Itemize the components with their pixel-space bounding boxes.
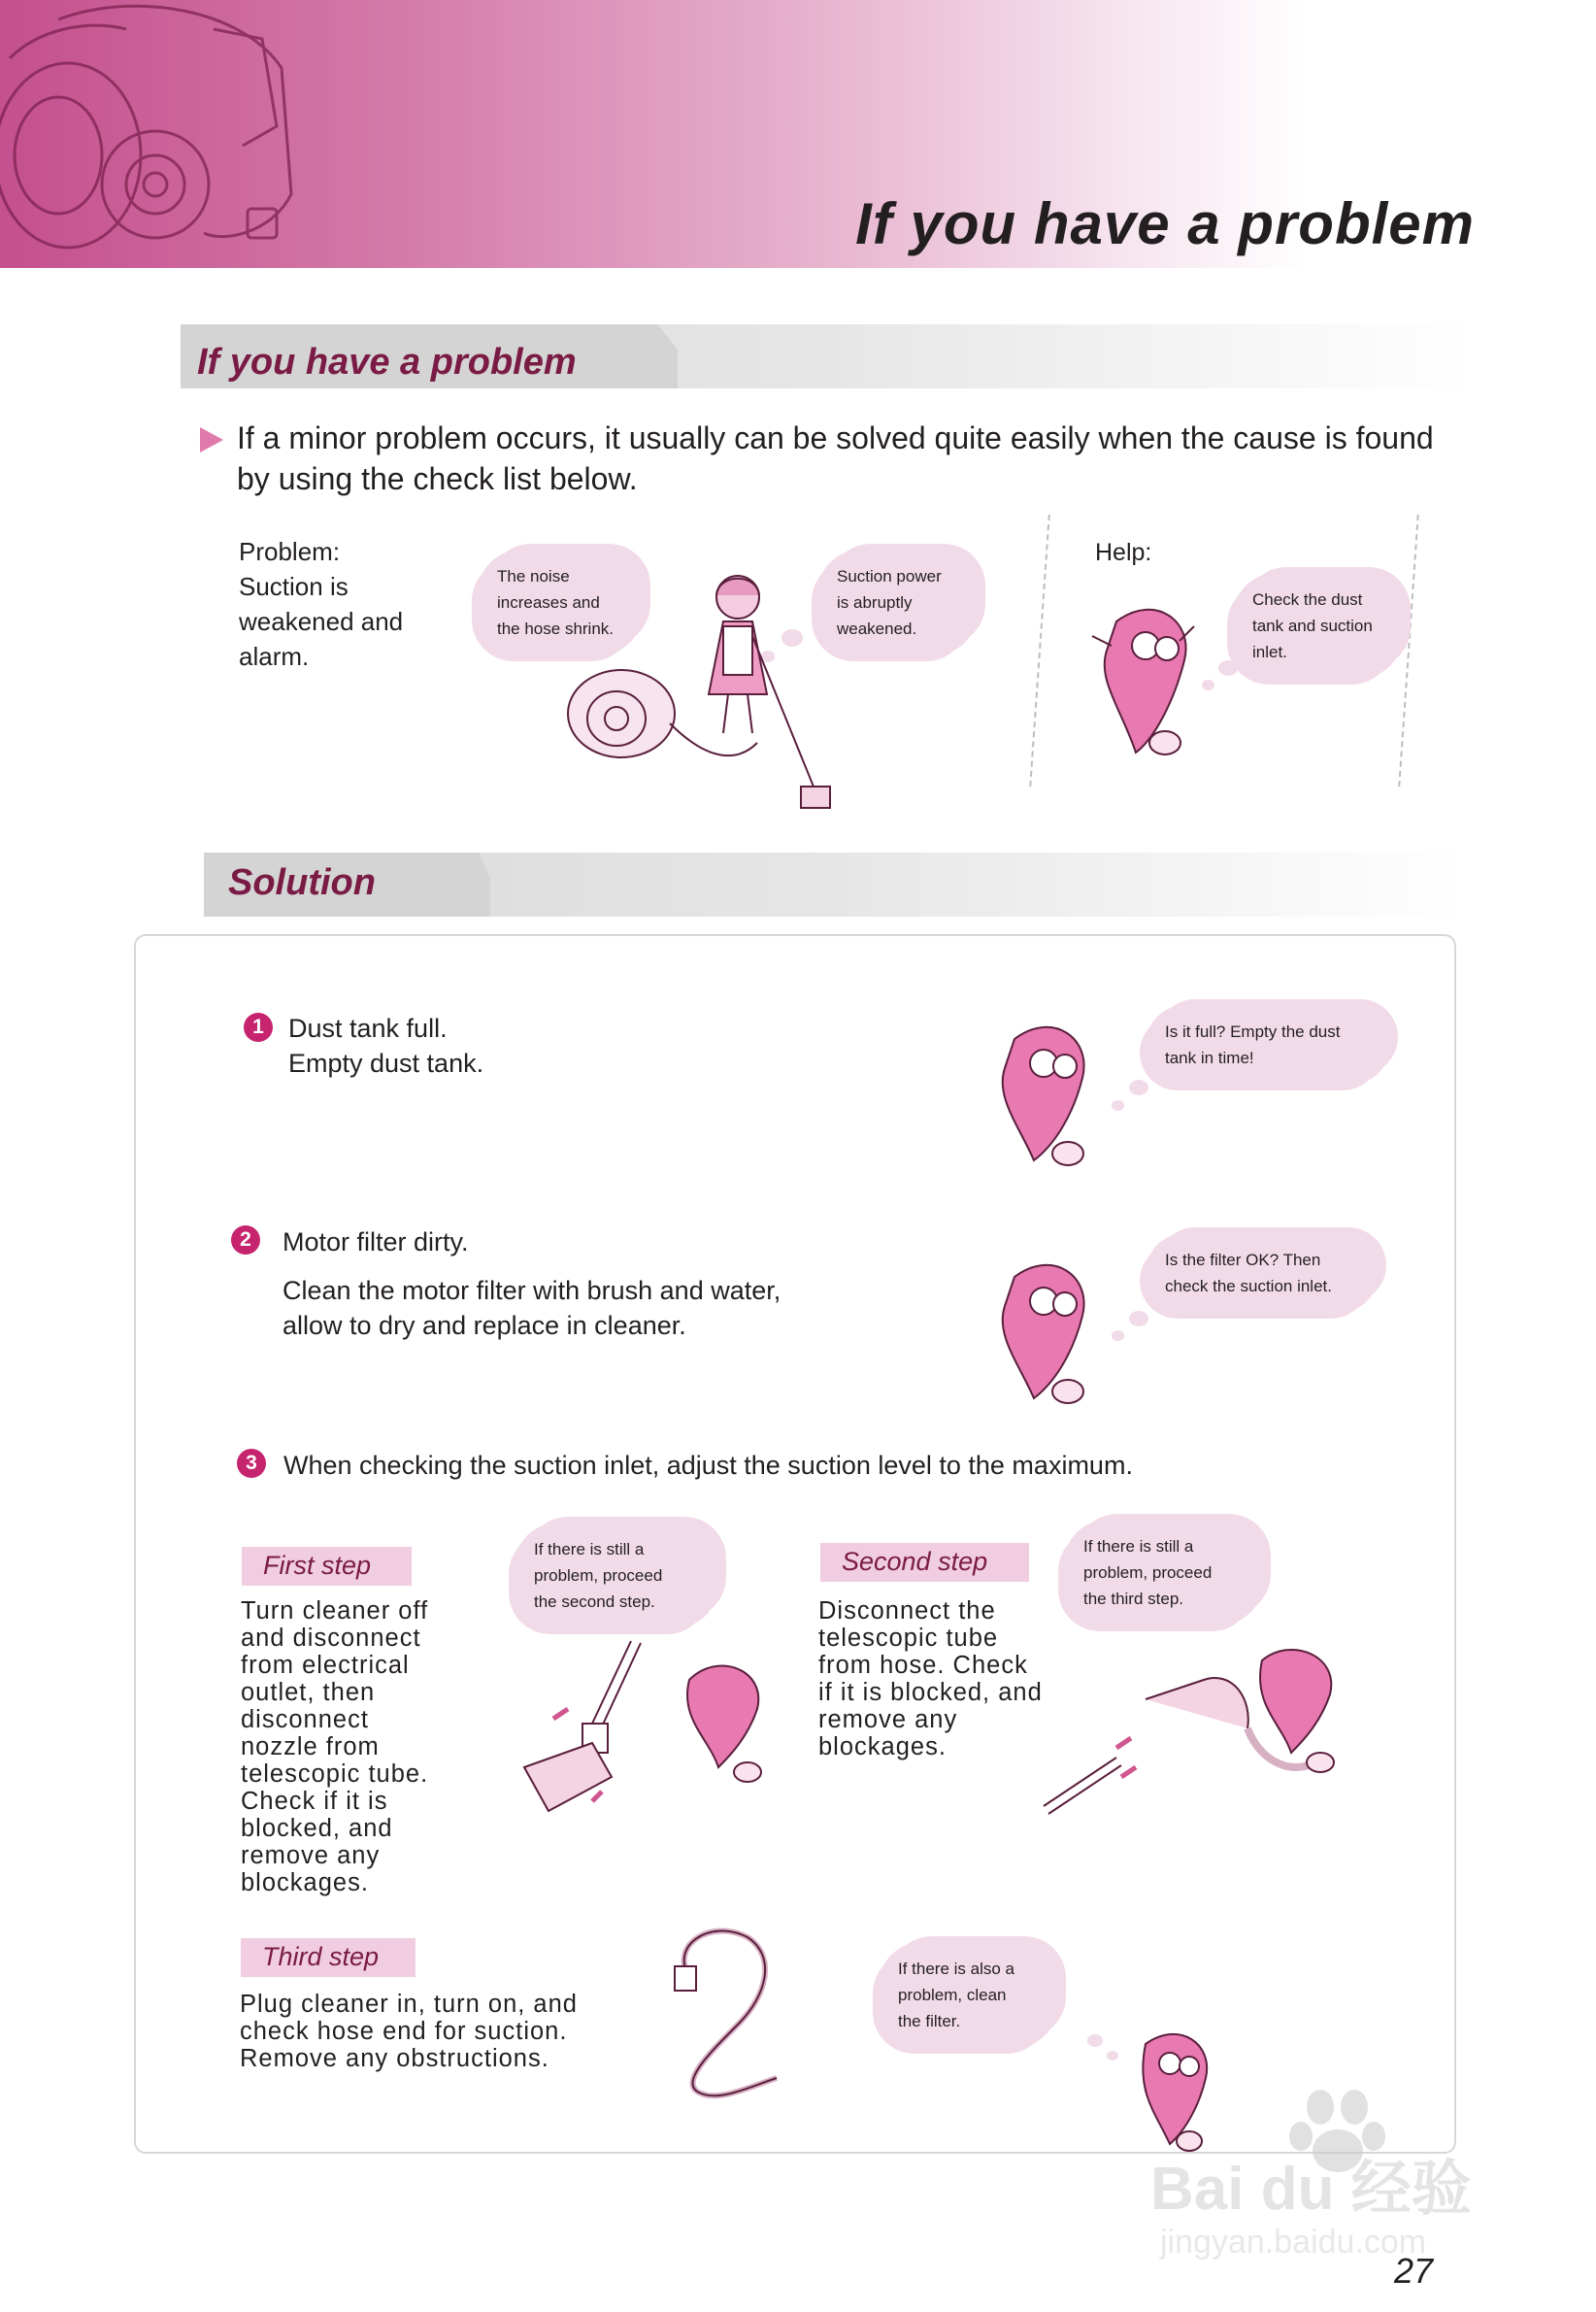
vacuum-cleaner-illustration: [0, 0, 320, 268]
solution-item-1: [288, 1011, 483, 1081]
page-number: 27: [1394, 2251, 1434, 2291]
solution-line: Motor filter dirty.: [283, 1227, 469, 1257]
step-number-badge: 1: [244, 1013, 273, 1042]
bubble-dot: [1218, 660, 1238, 676]
third-step-badge: Third step: [241, 1938, 416, 1977]
bubble-dot: [1087, 2034, 1103, 2047]
bubble-line: The noise: [497, 567, 570, 586]
thought-bubble-filter: [1146, 1233, 1379, 1313]
bubble-line: weakened.: [837, 620, 917, 638]
thought-bubble-third-step: [879, 1942, 1058, 2048]
woman-vacuuming-illustration: [563, 568, 845, 830]
mascot-character-illustration: [976, 1010, 1112, 1175]
problem-line: Suction is: [239, 572, 349, 601]
instruction-line: telescopic tube: [818, 1625, 999, 1652]
bubble-line: is abruptly: [837, 593, 913, 612]
bubble-dot: [1112, 1330, 1124, 1341]
bubble-line: Is the filter OK? Then: [1165, 1251, 1321, 1269]
bubble-line: tank and suction: [1252, 617, 1373, 635]
solution-item-3: When checking the suction inlet, adjust the suction level to the maximum.: [283, 1451, 1133, 1480]
instruction-line: disconnect: [241, 1706, 369, 1733]
bubble-line: problem, proceed: [534, 1566, 663, 1585]
nozzle-tube-illustration: [485, 1631, 796, 1826]
bullet-arrow-icon: [200, 427, 223, 452]
solution-line: Clean the motor filter with brush and water,: [283, 1276, 781, 1305]
instruction-line: blockages.: [818, 1733, 947, 1760]
section-title-solution: Solution: [228, 862, 376, 903]
step-number-badge: 3: [237, 1449, 266, 1478]
instruction-line: Disconnect the: [818, 1597, 996, 1625]
bubble-line: Suction power: [837, 567, 942, 586]
first-step-instructions: [241, 1597, 464, 1896]
instruction-line: check hose end for suction.: [240, 2018, 568, 2045]
problem-label: Problem:: [239, 537, 341, 566]
dashed-divider: [1029, 515, 1050, 787]
section-title-problem: If you have a problem: [197, 342, 577, 383]
bubble-line: If there is also a: [898, 1960, 1015, 1978]
bubble-line: problem, proceed: [1083, 1563, 1213, 1582]
help-label: Help:: [1095, 539, 1152, 566]
hose-illustration: [660, 1918, 796, 2112]
problem-line: alarm.: [239, 642, 310, 671]
mascot-character-illustration: [1078, 592, 1214, 767]
bubble-line: the third step.: [1083, 1590, 1184, 1608]
thought-bubble-second-step: [1064, 1520, 1263, 1625]
problem-line: weakened and: [239, 607, 404, 636]
page-header-title: If you have a problem: [855, 191, 1475, 256]
bubble-line: check the suction inlet.: [1165, 1277, 1332, 1295]
problem-description: [239, 534, 491, 674]
thought-bubble-dust: [1146, 1005, 1390, 1085]
mascot-character-illustration: [976, 1248, 1112, 1413]
hose-tube-illustration: [1039, 1641, 1408, 1816]
instruction-line: and disconnect: [241, 1625, 421, 1652]
solution-item-2: [283, 1224, 781, 1343]
instruction-line: Turn cleaner off: [241, 1597, 429, 1625]
bubble-line: increases and: [497, 593, 600, 612]
bubble-line: Check the dust: [1252, 590, 1363, 609]
solution-line: allow to dry and replace in cleaner.: [283, 1311, 686, 1340]
solution-line: Dust tank full.: [288, 1014, 448, 1043]
first-step-badge: First step: [242, 1547, 412, 1586]
instruction-line: Check if it is: [241, 1788, 388, 1815]
bubble-dot: [1129, 1311, 1148, 1326]
svg-text:Bai du 经验: Bai du 经验: [1150, 2156, 1472, 2223]
second-step-badge: Second step: [820, 1543, 1029, 1582]
solution-line: Empty dust tank.: [288, 1049, 484, 1078]
third-step-instructions: [240, 1991, 648, 2072]
bubble-line: If there is still a: [1083, 1537, 1194, 1556]
svg-text:jingyan.baidu.com: jingyan.baidu.com: [1160, 2224, 1427, 2261]
instruction-line: nozzle from: [241, 1733, 380, 1760]
bubble-line: If there is still a: [534, 1540, 645, 1558]
instruction-line: remove any: [241, 1842, 381, 1869]
intro-paragraph: If a minor problem occurs, it usually can be solved quite easily when the cause is found by using the check list below.: [237, 420, 1434, 496]
bubble-dot: [1112, 1100, 1124, 1111]
instruction-line: from electrical: [241, 1652, 410, 1679]
instruction-line: remove any: [818, 1706, 958, 1733]
bubble-line: inlet.: [1252, 643, 1287, 661]
instruction-line: from hose. Check: [818, 1652, 1028, 1679]
bubble-line: problem, clean: [898, 1986, 1007, 2004]
instruction-line: blocked, and: [241, 1815, 393, 1842]
bubble-line: tank in time!: [1165, 1049, 1254, 1067]
step-number-badge: 2: [231, 1225, 260, 1255]
dashed-divider: [1398, 515, 1419, 787]
baidu-watermark-logo: [1136, 2088, 1524, 2262]
bubble-line: Is it full? Empty the dust: [1165, 1022, 1341, 1041]
thought-bubble-help: [1233, 573, 1403, 679]
instruction-line: outlet, then: [241, 1679, 376, 1706]
thought-bubble-first-step: [515, 1523, 718, 1628]
instruction-line: Plug cleaner in, turn on, and: [240, 1991, 578, 2018]
instruction-line: telescopic tube.: [241, 1760, 429, 1788]
instruction-line: Remove any obstructions.: [240, 2045, 549, 2072]
bubble-line: the second step.: [534, 1592, 655, 1611]
instruction-line: blockages.: [241, 1869, 369, 1896]
bubble-line: the filter.: [898, 2012, 961, 2030]
instruction-line: if it is blocked, and: [818, 1679, 1043, 1706]
bubble-line: the hose shrink.: [497, 620, 615, 638]
bubble-dot: [1129, 1080, 1148, 1095]
